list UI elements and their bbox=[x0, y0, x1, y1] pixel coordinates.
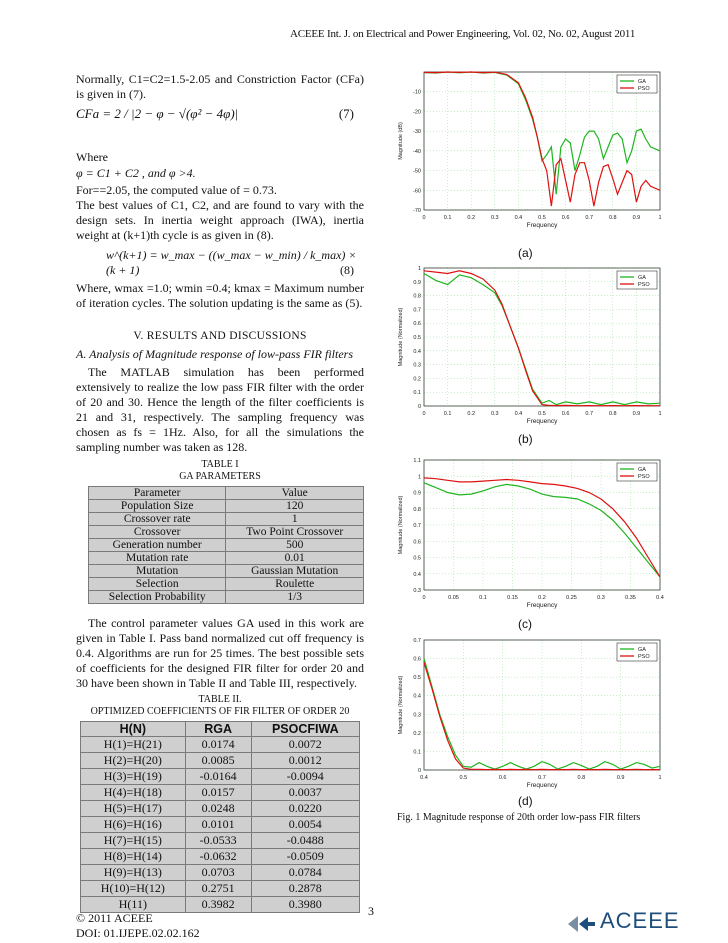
y-tick-label: 0.2 bbox=[413, 376, 421, 383]
column-header: RGA bbox=[185, 722, 251, 737]
table-cell: 1/3 bbox=[226, 591, 364, 604]
for-line: For==2.05, the computed value of = 0.73. bbox=[76, 183, 277, 197]
table-cell: Population Size bbox=[89, 500, 226, 513]
legend-label: PSO bbox=[638, 282, 650, 288]
paragraph-matlab: The MATLAB simulation has been performed extensively to realize the low pass FIR filter with the order of 20 and 30. Hence the length of the filter coefficients is 21 and 31, respectively. The sampling frequency was chosen as fs = 1Hz. Also, for all the simulations the sampling number was taken as 128. bbox=[76, 365, 364, 454]
x-tick-label: 0.6 bbox=[561, 215, 570, 221]
table-cell: 0.0012 bbox=[251, 753, 359, 769]
y-tick-label: 1 bbox=[417, 266, 421, 272]
table-cell: -0.0164 bbox=[185, 769, 251, 785]
where-label: Where bbox=[76, 150, 108, 164]
x-tick-label: 0.2 bbox=[467, 411, 476, 417]
legend-box bbox=[617, 75, 657, 93]
y-tick-label: -40 bbox=[413, 148, 421, 155]
table2-title: TABLE II. bbox=[198, 694, 242, 705]
subsection-heading: A. Analysis of Magnitude response of low-pass FIR filters bbox=[76, 347, 353, 361]
y-tick-label: 0.1 bbox=[413, 749, 421, 756]
panel-label-b: (b) bbox=[518, 432, 533, 446]
equation-7-number: (7) bbox=[338, 106, 354, 121]
x-tick-label: 0.2 bbox=[538, 595, 546, 601]
y-tick-label: -70 bbox=[413, 208, 421, 214]
y-tick-label: -20 bbox=[413, 109, 421, 116]
table-row bbox=[89, 552, 364, 565]
y-tick-label: -60 bbox=[413, 188, 421, 195]
table-cell: H(11) bbox=[81, 897, 186, 913]
table-cell: Selection bbox=[89, 578, 226, 591]
table-row bbox=[81, 865, 360, 881]
table-row bbox=[89, 565, 364, 578]
phi-definition: φ = C1 + C2 , and φ >4. bbox=[76, 166, 196, 180]
x-tick-label: 0.6 bbox=[561, 411, 570, 417]
table-row bbox=[89, 591, 364, 604]
x-tick-label: 0.9 bbox=[632, 411, 641, 417]
y-axis-label: Magnitude (Normalized) bbox=[398, 495, 404, 555]
y-tick-label: 0.4 bbox=[413, 693, 421, 700]
table-row bbox=[89, 578, 364, 591]
y-tick-label: 0.6 bbox=[413, 321, 421, 328]
x-tick-label: 0.5 bbox=[538, 411, 546, 417]
y-tick-label: 0.1 bbox=[413, 390, 421, 397]
table-cell: 0.0220 bbox=[251, 801, 359, 817]
table-cell: Crossover rate bbox=[89, 513, 226, 526]
legend-box bbox=[617, 463, 657, 481]
page-number: 3 bbox=[368, 904, 374, 918]
x-tick-label: 0 bbox=[422, 595, 426, 601]
table-row bbox=[89, 539, 364, 552]
table-cell: Two Point Crossover bbox=[226, 526, 364, 539]
x-axis-label: Frequency bbox=[526, 782, 558, 789]
x-tick-label: 0.7 bbox=[538, 775, 546, 781]
legend-label: GA bbox=[638, 79, 646, 85]
table-cell: H(2)=H(20) bbox=[81, 753, 186, 769]
table-cell: -0.0632 bbox=[185, 849, 251, 865]
table-cell: 0.01 bbox=[226, 552, 364, 565]
table-cell: 120 bbox=[226, 500, 364, 513]
table-row bbox=[81, 817, 360, 833]
x-tick-label: 0.5 bbox=[538, 215, 546, 221]
table-cell: 500 bbox=[226, 539, 364, 552]
table-cell: H(1)=H(21) bbox=[81, 737, 186, 753]
table-cell: 0.2751 bbox=[185, 881, 251, 897]
paragraph-best-values: The best values of C1, C2, and are found to vary with the design sets. In inertia weight approach (IWA), inertia weight at (k+1)th cycle is as given in (8). bbox=[76, 198, 364, 242]
table-cell: 0.3982 bbox=[185, 897, 251, 913]
column-header: PSOCFIWA bbox=[251, 722, 359, 737]
equation-7: CFa = 2 / |2 − φ − √(φ² − 4φ)| (7) bbox=[76, 106, 354, 121]
x-tick-label: 0 bbox=[422, 411, 426, 417]
table-cell: 0.0101 bbox=[185, 817, 251, 833]
x-tick-label: 0.3 bbox=[490, 215, 499, 221]
panel-label-c: (c) bbox=[518, 617, 532, 631]
table-cell: Mutation bbox=[89, 565, 226, 578]
table-header-row bbox=[81, 722, 360, 737]
doi: DOI: 01.IJEPE.02.02.162 bbox=[76, 926, 200, 940]
legend-box bbox=[617, 271, 657, 289]
table-row bbox=[89, 500, 364, 513]
table-cell: -0.0509 bbox=[251, 849, 359, 865]
y-tick-label: -30 bbox=[413, 129, 421, 136]
table-cell: Generation number bbox=[89, 539, 226, 552]
table-row bbox=[81, 801, 360, 817]
column-header: Value bbox=[226, 487, 364, 500]
aceee-logo-text: ACEEE bbox=[600, 908, 680, 933]
y-tick-label: 0 bbox=[417, 404, 421, 410]
table-cell: 0.0248 bbox=[185, 801, 251, 817]
x-tick-label: 1 bbox=[658, 411, 662, 417]
y-tick-label: 0.4 bbox=[413, 571, 421, 578]
x-axis-label: Frequency bbox=[526, 418, 558, 425]
journal-header: ACEEE Int. J. on Electrical and Power Engineering, Vol. 02, No. 02, August 2011 bbox=[290, 28, 636, 40]
equation-8: w^(k+1) = w_max − ((w_max − w_min) / k_max) × (k + 1) (8) bbox=[106, 248, 357, 277]
x-tick-label: 0.4 bbox=[514, 215, 523, 221]
section-heading: V. RESULTS AND DISCUSSIONS bbox=[133, 330, 307, 342]
table2-subtitle: OPTIMIZED COEFFICIENTS OF FIR FILTER OF ORDER 20 bbox=[90, 706, 350, 717]
x-tick-label: 0 bbox=[422, 215, 426, 221]
table-cell: 0.0174 bbox=[185, 737, 251, 753]
x-tick-label: 0.1 bbox=[443, 215, 452, 221]
table-ga-parameters bbox=[88, 486, 364, 604]
table-row bbox=[89, 513, 364, 526]
paragraph-control-params: The control parameter values GA used in this work are given in Table I. Pass band normalized cut off frequency is 0.4. Algorithms are run for 25 times. The best possible sets of coefficients for the designed FIR filter for order 20 and 30 have been shown in Table II and Table III, respectively. bbox=[76, 616, 364, 690]
x-axis-label: Frequency bbox=[526, 222, 558, 229]
table-cell: -0.0488 bbox=[251, 833, 359, 849]
y-tick-label: 0.8 bbox=[413, 506, 421, 513]
x-tick-label: 0.05 bbox=[448, 595, 459, 601]
table-row bbox=[81, 737, 360, 753]
panel-label-d: (d) bbox=[518, 794, 533, 808]
x-tick-label: 0.7 bbox=[585, 215, 594, 221]
y-tick-label: 0.7 bbox=[413, 307, 421, 314]
legend-label: PSO bbox=[638, 86, 650, 92]
x-tick-label: 0.5 bbox=[459, 775, 468, 781]
table-row bbox=[81, 833, 360, 849]
x-tick-label: 0.8 bbox=[608, 215, 617, 221]
paragraph-constriction: Normally, C1=C2=1.5-2.05 and Constriction Factor (CFa) is given in (7). bbox=[76, 72, 364, 101]
legend-label: GA bbox=[638, 647, 646, 653]
y-tick-label: 0.9 bbox=[413, 279, 421, 286]
table-header-row bbox=[89, 487, 364, 500]
table-cell: Mutation rate bbox=[89, 552, 226, 565]
table-cell: -0.0533 bbox=[185, 833, 251, 849]
aceee-logo bbox=[566, 908, 680, 935]
table-cell: Crossover bbox=[89, 526, 226, 539]
y-tick-label: 0 bbox=[417, 768, 421, 774]
y-tick-label: -50 bbox=[413, 168, 421, 175]
copyright: © 2011 ACEEE bbox=[76, 911, 153, 925]
table-cell: H(4)=H(18) bbox=[81, 785, 186, 801]
y-axis-label: Magnitude (dB) bbox=[398, 122, 404, 160]
column-header: H(N) bbox=[81, 722, 186, 737]
y-tick-label: 0.7 bbox=[413, 638, 421, 644]
panel-label-a: (a) bbox=[518, 246, 533, 260]
table-cell: H(3)=H(19) bbox=[81, 769, 186, 785]
y-tick-label: 0.6 bbox=[413, 656, 421, 663]
y-tick-label: 0.5 bbox=[413, 675, 421, 682]
legend-label: GA bbox=[638, 275, 646, 281]
y-tick-label: 0.7 bbox=[413, 523, 421, 529]
table-fir-coefficients bbox=[80, 721, 360, 913]
x-tick-label: 0.4 bbox=[420, 775, 428, 781]
y-tick-label: 0.4 bbox=[413, 348, 421, 355]
chart-panel-a bbox=[394, 66, 668, 232]
y-tick-label: 0.3 bbox=[413, 712, 421, 719]
table-cell: 0.2878 bbox=[251, 881, 359, 897]
y-tick-label: -10 bbox=[413, 89, 421, 96]
y-tick-label: 0.5 bbox=[413, 555, 421, 562]
table-cell: -0.0094 bbox=[251, 769, 359, 785]
chart-panel-d bbox=[394, 634, 668, 792]
table-cell: 0.0085 bbox=[185, 753, 251, 769]
aceee-logo-icon bbox=[566, 913, 596, 935]
x-tick-label: 0.6 bbox=[498, 775, 507, 781]
table-row bbox=[89, 526, 364, 539]
table-cell: 1 bbox=[226, 513, 364, 526]
chart-panel-c bbox=[394, 454, 668, 612]
table-row bbox=[81, 881, 360, 897]
table-cell: H(5)=H(17) bbox=[81, 801, 186, 817]
y-axis-label: Magnitude (Normalized) bbox=[398, 675, 404, 735]
paragraph-where-w: Where, wmax =1.0; wmin =0.4; kmax = Maximum number of iteration cycles. The solution updating is the same as (5). bbox=[76, 281, 364, 310]
x-tick-label: 0.1 bbox=[443, 411, 452, 417]
y-tick-label: 0.3 bbox=[413, 588, 421, 594]
column-header: Parameter bbox=[89, 487, 226, 500]
y-tick-label: 1 bbox=[417, 474, 421, 481]
table1-subtitle: GA PARAMETERS bbox=[179, 471, 261, 482]
table-cell: 0.0157 bbox=[185, 785, 251, 801]
table-row bbox=[81, 849, 360, 865]
table-cell: Gaussian Mutation bbox=[226, 565, 364, 578]
x-tick-label: 0.8 bbox=[608, 411, 617, 417]
table-cell: 0.0784 bbox=[251, 865, 359, 881]
x-tick-label: 0.3 bbox=[597, 595, 605, 601]
table-cell: H(8)=H(14) bbox=[81, 849, 186, 865]
table1-title: TABLE I bbox=[201, 459, 239, 470]
table-cell: 0.0037 bbox=[251, 785, 359, 801]
table-cell: H(10)=H(12) bbox=[81, 881, 186, 897]
y-axis-label: Magnitude (Normalized) bbox=[398, 307, 404, 367]
x-tick-label: 0.8 bbox=[577, 775, 586, 781]
x-tick-label: 0.1 bbox=[479, 595, 487, 601]
legend-label: PSO bbox=[638, 654, 650, 660]
y-tick-label: 0.5 bbox=[413, 335, 421, 341]
x-tick-label: 0.4 bbox=[514, 411, 523, 417]
table-cell: 0.0054 bbox=[251, 817, 359, 833]
table-cell: H(7)=H(15) bbox=[81, 833, 186, 849]
x-tick-label: 0.7 bbox=[585, 411, 594, 417]
figure-caption: Fig. 1 Magnitude response of 20th order low-pass FIR filters bbox=[397, 812, 641, 823]
table-cell: 0.0072 bbox=[251, 737, 359, 753]
x-tick-label: 1 bbox=[658, 775, 662, 781]
table-cell: Roulette bbox=[226, 578, 364, 591]
y-tick-label: 0.2 bbox=[413, 730, 421, 737]
x-tick-label: 0.9 bbox=[632, 215, 641, 221]
legend-label: GA bbox=[638, 467, 646, 473]
x-tick-label: 0.9 bbox=[616, 775, 625, 781]
x-tick-label: 1 bbox=[658, 215, 662, 221]
y-tick-label: 0.6 bbox=[413, 539, 421, 546]
x-tick-label: 0.4 bbox=[656, 595, 664, 601]
y-tick-label: 0.3 bbox=[413, 362, 421, 369]
table-cell: H(9)=H(13) bbox=[81, 865, 186, 881]
x-tick-label: 0.2 bbox=[467, 215, 476, 221]
x-axis-label: Frequency bbox=[526, 602, 558, 609]
x-tick-label: 0.25 bbox=[566, 595, 577, 601]
y-tick-label: 0.9 bbox=[413, 490, 421, 497]
table-row bbox=[81, 769, 360, 785]
legend-label: PSO bbox=[638, 474, 650, 480]
equation-8-number: (8) bbox=[340, 263, 354, 277]
table-cell: 0.0703 bbox=[185, 865, 251, 881]
table-cell: 0.3980 bbox=[251, 897, 359, 913]
x-tick-label: 0.3 bbox=[490, 411, 499, 417]
y-tick-label: 0.8 bbox=[413, 293, 421, 300]
table-cell: Selection Probability bbox=[89, 591, 226, 604]
table-row bbox=[81, 753, 360, 769]
y-tick-label: 1.1 bbox=[413, 458, 421, 464]
chart-panel-b bbox=[394, 262, 668, 428]
legend-box bbox=[617, 643, 657, 661]
x-tick-label: 0.15 bbox=[507, 595, 518, 601]
table-cell: H(6)=H(16) bbox=[81, 817, 186, 833]
x-tick-label: 0.35 bbox=[625, 595, 636, 601]
table-row bbox=[81, 785, 360, 801]
